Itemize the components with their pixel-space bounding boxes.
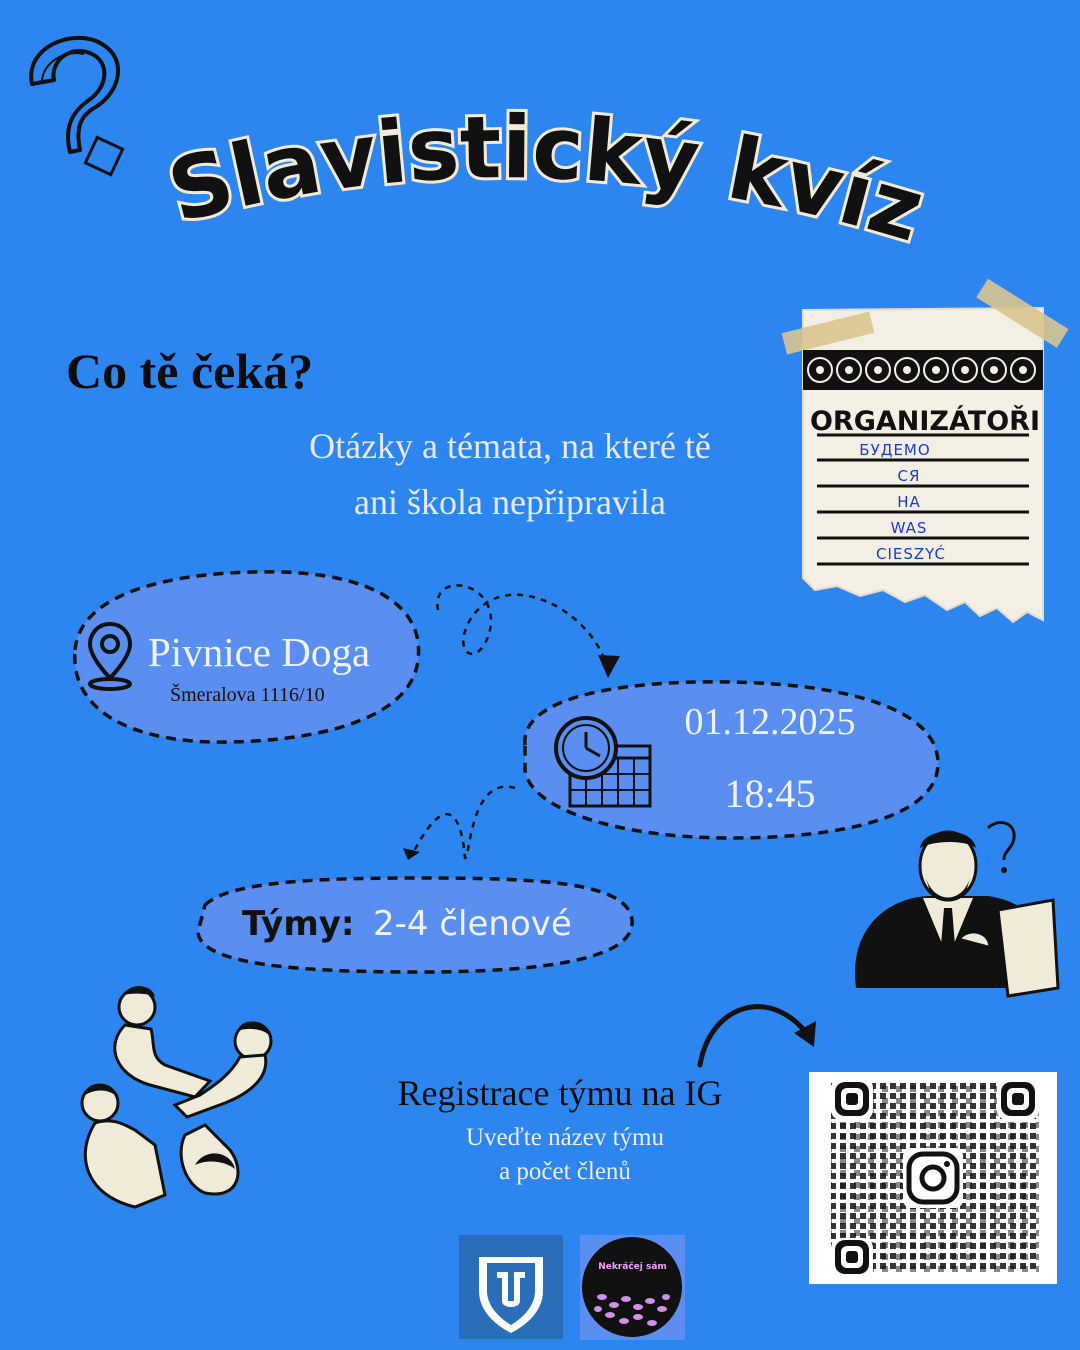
upol-logo [459,1235,563,1339]
event-title: Slavistický kvíz [158,98,934,262]
event-time: 18:45 [724,771,816,816]
subtitle-line-2: ani škola nepřipravila [354,482,666,522]
organizer-item: НА [897,493,921,511]
registration-title: Registrace týmu na IG [397,1073,723,1113]
subtitle-line-1: Otázky a témata, na které tě [309,426,711,466]
event-date: 01.12.2025 [684,701,856,743]
qr-pattern [809,1072,1057,1284]
organizer-item: CIESZYĆ [876,545,946,563]
question-mark-icon [14,22,134,182]
instagram-icon [903,1148,963,1208]
location-pin-icon [86,620,136,692]
teams-value: 2-4 členové [373,904,572,944]
venue-address: Šmeralova 1116/10 [170,684,325,706]
thinking-man-illustration [848,818,1068,1018]
instagram-qr-code[interactable] [809,1072,1057,1284]
clock-calendar-icon [552,714,656,810]
title-svg [0,0,1080,330]
registration-line-2: a počet členů [499,1158,631,1185]
arrow-to-qr-icon [690,985,830,1075]
subtitle [230,418,790,530]
organizer-item: СЯ [897,467,921,485]
nekracej-sam-logo [580,1235,685,1340]
organizer-item: WAS [890,519,928,537]
organizer-item: БУДЕМО [859,441,931,459]
team-hands-illustration [55,985,305,1225]
registration-line-1: Uveďte název týmu [465,1124,665,1151]
nekracej-sam-label: Nekráčej sám [598,1262,667,1272]
teams-label: Týmy: [242,904,355,944]
organizers-title: ORGANIZÁTOŘI [809,406,1041,437]
venue-name: Pivnice Doga [148,629,371,675]
heading: Co tě čeká? [66,343,314,399]
